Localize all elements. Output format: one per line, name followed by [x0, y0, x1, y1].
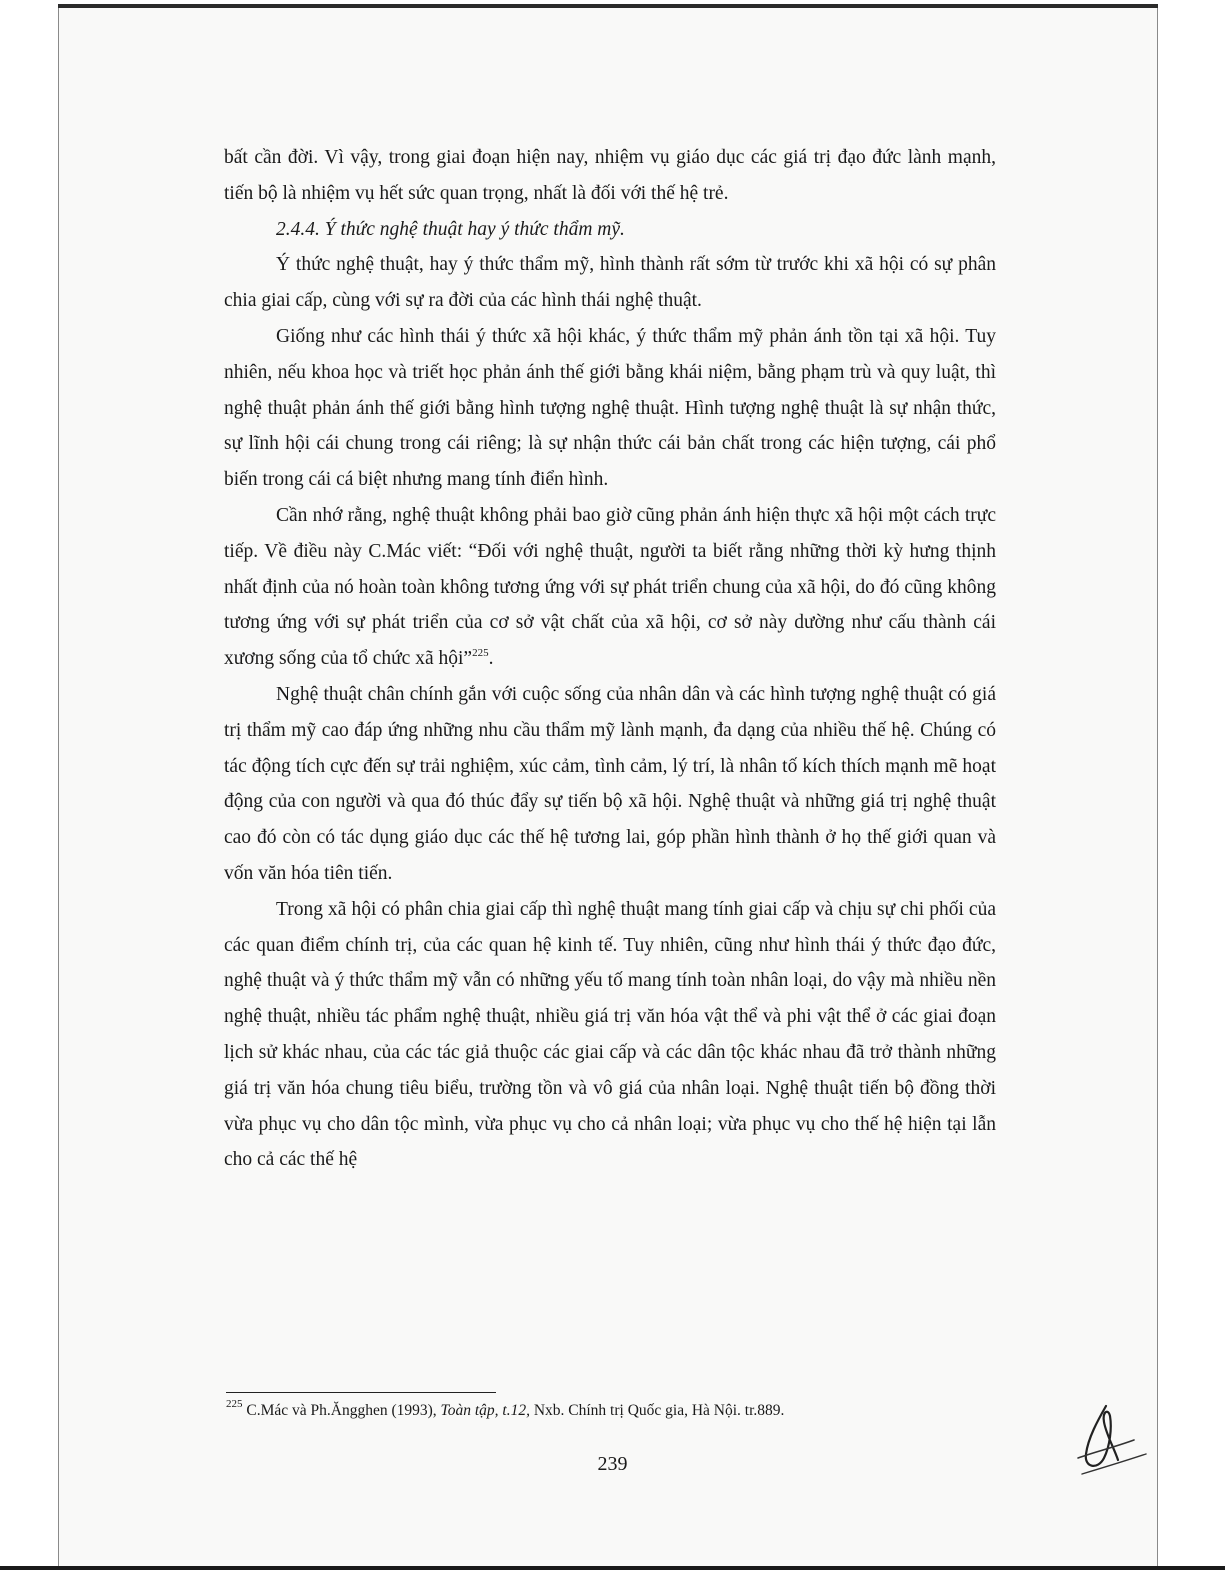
quote-text: Cần nhớ rằng, nghệ thuật không phải bao giờ cũng phản ánh hiện thực xã hội một cách trực tiếp. Về điều này C.Mác viết: “Đối với nghệ thuật, người ta biết rằng những thời kỳ hưng thịnh nhất định của nó hoàn toàn không tương ứng với sự phát triển chung của xã hội, do đó cũng không tương ứng với sự phát triển của cơ sở vật chất của xã hội, cơ sở này dường như cấu thành cái xương sống của tổ chức xã hội” [224, 504, 996, 670]
signature-mark [1068, 1398, 1148, 1488]
section-heading: 2.4.4. Ý thức nghệ thuật hay ý thức thẩm mỹ. [276, 218, 625, 240]
footnote-rest: Nxb. Chính trị Quốc gia, Hà Nội. tr.889. [529, 1402, 785, 1419]
body-text [224, 140, 996, 1178]
footnote-divider [226, 1392, 496, 1393]
footnote-number: 225 [226, 1398, 243, 1410]
paragraph: Ý thức nghệ thuật, hay ý thức thẩm mỹ, hình thành rất sớm từ trước khi xã hội có sự phân chia giai cấp, cùng với sự ra đời của các hình thái nghệ thuật. [224, 254, 996, 312]
top-border [58, 4, 1158, 8]
footnote-title: Toàn tập, t.12, [440, 1402, 530, 1419]
paragraph: Giống như các hình thái ý thức xã hội khác, ý thức thẩm mỹ phản ánh tồn tại xã hội. Tuy nhiên, nếu khoa học và triết học phản ánh thế giới bằng khái niệm, bằng phạm trù và quy luật, thì nghệ thuật phản ánh thế giới bằng hình tượng nghệ thuật. Hình tượng nghệ thuật là sự nhận thức, sự lĩnh hội cái chung trong cái riêng; là sự nhận thức cái bản chất trong các hiện tượng, cái phổ biến trong cái cá biệt nhưng mang tính điển hình. [224, 325, 996, 491]
footnote-author: C.Mác và Ph.Ăngghen (1993), [242, 1402, 441, 1419]
footnote [226, 1400, 1006, 1422]
paragraph: Trong xã hội có phân chia giai cấp thì nghệ thuật mang tính giai cấp và chịu sự chi phối của các quan điểm chính trị, của các quan hệ kinh tế. Tuy nhiên, cũng như hình thái ý thức đạo đức, nghệ thuật và ý thức thẩm mỹ vẫn có những yếu tố mang tính toàn nhân loại, do vậy mà nhiều nền nghệ thuật, nhiều tác phẩm nghệ thuật, nhiều giá trị văn hóa vật thể và phi vật thể ở các giai đoạn lịch sử khác nhau, của các tác giả thuộc các giai cấp và các dân tộc khác nhau đã trở thành những giá trị văn hóa chung tiêu biểu, trường tồn và vô giá của nhân loại. Nghệ thuật tiến bộ đồng thời vừa phục vụ cho dân tộc mình, vừa phục vụ cho cả nhân loại; vừa phục vụ cho thế hệ hiện tại lẫn cho cả các thế hệ [224, 898, 996, 1171]
bottom-border [0, 1566, 1225, 1570]
footnote-reference: 225 [472, 647, 489, 660]
page-number: 239 [597, 1453, 628, 1475]
quote-end: . [488, 648, 494, 670]
paragraph-continuation: bất cần đời. Vì vậy, trong giai đoạn hiện nay, nhiệm vụ giáo dục các giá trị đạo đức lành mạnh, tiến bộ là nhiệm vụ hết sức quan trọng, nhất là đối với thế hệ trẻ. [224, 147, 996, 204]
paragraph-quote [224, 498, 996, 677]
paragraph: Nghệ thuật chân chính gắn với cuộc sống của nhân dân và các hình tượng nghệ thuật có giá trị thẩm mỹ cao đáp ứng những nhu cầu thẩm mỹ lành mạnh, đa dạng của nhiều thế hệ. Chúng có tác động tích cực đến sự trải nghiệm, xúc cảm, tình cảm, lý trí, là nhân tố kích thích mạnh mẽ hoạt động của con người và qua đó thúc đẩy sự tiến bộ xã hội. Nghệ thuật và những giá trị nghệ thuật cao đó còn có tác dụng giáo dục các thế hệ tương lai, góp phần hình thành ở họ thế giới quan và vốn văn hóa tiên tiến. [224, 683, 996, 884]
